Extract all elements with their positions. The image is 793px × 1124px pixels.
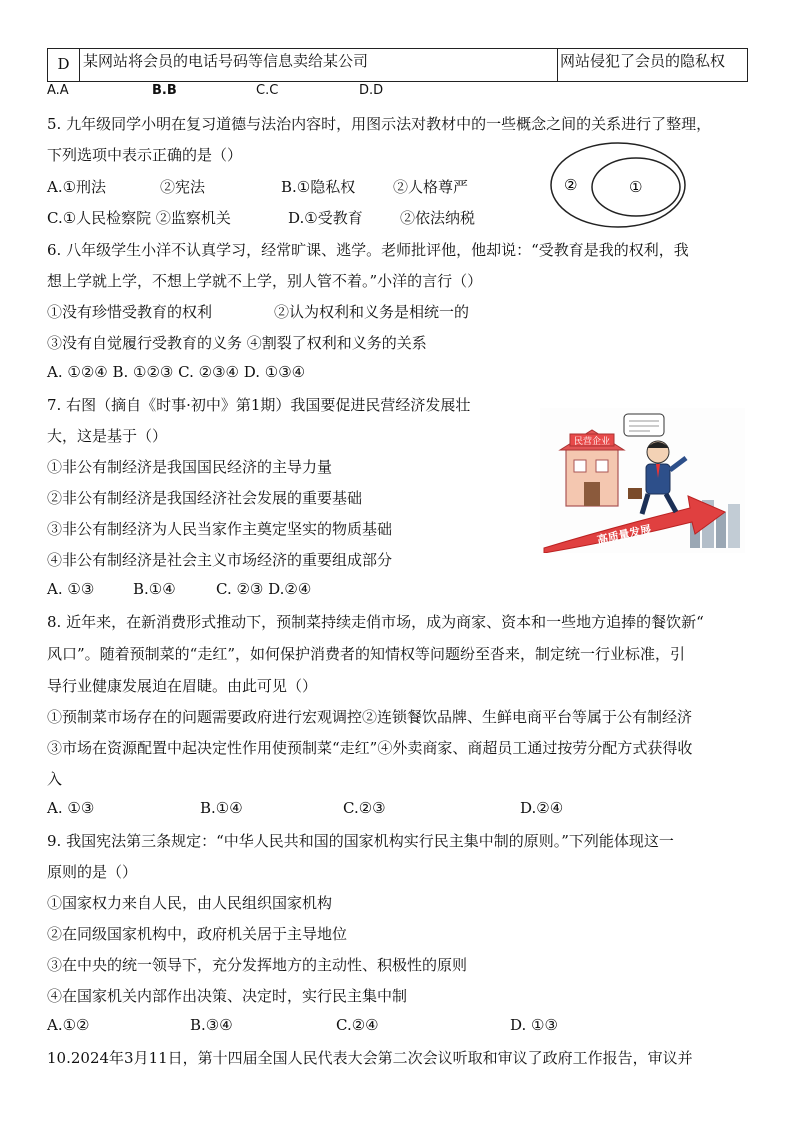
q7-statement-2: ②非公有制经济是我国经济社会发展的重要基础 <box>47 489 363 507</box>
q7-statement-1: ①非公有制经济是我国国民经济的主导力量 <box>47 458 333 476</box>
q8-statement-12: ①预制菜市场存在的问题需要政府进行宏观调控②连锁餐饮品牌、生鲜电商平台等属于公有制经济 <box>47 708 693 726</box>
table-cell-judgement: 网站侵犯了会员的隐私权 <box>560 52 726 70</box>
q9-statement-2: ②在同级国家机构中，政府机关居于主导地位 <box>47 925 348 943</box>
q7-statement-4: ④非公有制经济是社会主义市场经济的重要组成部分 <box>47 551 393 569</box>
q6-statement-1: ①没有珍惜受教育的权利 <box>47 303 213 321</box>
q5-option-a2: ②宪法 <box>160 178 206 196</box>
shop-sign: 民营企业 <box>574 437 611 447</box>
table-cell-letter: D <box>48 49 80 81</box>
q9-statement-3: ③在中央的统一领导下，充分发挥地方的主动性、积极性的原则 <box>47 956 468 974</box>
answer-table-row <box>47 48 748 82</box>
q7-statement-3: ③非公有制经济为人民当家作主奠定坚实的物质基础 <box>47 520 393 538</box>
q8-statement-34a: ③市场在资源配置中起决定性作用使预制菜“走红”④外卖商家、商超员工通过按劳分配方式获得收 <box>47 739 693 757</box>
q9-statement-4: ④在国家机关内部作出决策、决定时，实行民主集中制 <box>47 987 408 1005</box>
q5-option-b: B.①隐私权 <box>281 178 356 196</box>
private-economy-cartoon <box>540 408 745 553</box>
q9-option-b: B.③④ <box>190 1016 233 1034</box>
q7-option-a: A. ①③ <box>47 580 95 598</box>
q9-option-d: D. ①③ <box>510 1016 558 1034</box>
q5-stem-line2: 下列选项中表示正确的是（） <box>47 146 243 164</box>
q9-statement-1: ①国家权力来自人民，由人民组织国家机构 <box>47 894 333 912</box>
q10-stem-line1: 10.2024年3月11日，第十四届全国人民代表大会第二次会议听取和审议了政府工作报告，审议并 <box>47 1049 693 1067</box>
concept-venn-diagram <box>548 140 688 230</box>
speech-bubble <box>624 414 664 436</box>
q6-options: A. ①②④ B. ①②③ C. ②③④ D. ①③④ <box>47 363 306 381</box>
q9-stem-line1: 9. 我国宪法第三条规定：“中华人民共和国的国家机构实行民主集中制的原则。”下列能体现这一 <box>47 832 674 850</box>
q5-option-d2: ②依法纳税 <box>400 209 476 227</box>
q6-stem-line2: 想上学就上学，不想上学就不上学，别人管不着。”小洋的言行（） <box>47 272 483 290</box>
q5-option-c: C.①人民检察院 ②监察机关 <box>47 209 231 227</box>
q5-stem-line1: 5. 九年级同学小明在复习道德与法治内容时，用图示法对教材中的一些概念之间的关系进行了整理， <box>47 115 712 133</box>
q8-stem-line2: 风口”。随着预制菜的“走红”，如何保护消费者的知情权等问题纷至沓来，制定统一行业标准，引 <box>47 645 686 663</box>
q7-option-b: B.①④ <box>133 580 176 598</box>
q8-option-d: D.②④ <box>520 799 564 817</box>
option-c: C.C <box>256 83 279 98</box>
option-a: A.A <box>47 83 69 98</box>
q9-option-a: A.①② <box>47 1016 90 1034</box>
q7-stem-line2: 大，这是基于（） <box>47 427 168 445</box>
q5-option-b2: ②人格尊严 <box>393 178 469 196</box>
option-b: B.B <box>152 83 177 98</box>
q6-stem-line1: 6. 八年级学生小洋不认真学习，经常旷课、逃学。老师批评他，他却说：“受教育是我的权利，我 <box>47 241 689 259</box>
q9-stem-line2: 原则的是（） <box>47 863 138 881</box>
q7-option-cd: C. ②③ D.②④ <box>216 580 312 598</box>
q8-option-c: C.②③ <box>343 799 386 817</box>
q6-statement-34: ③没有自觉履行受教育的义务 ④割裂了权利和义务的关系 <box>47 334 427 352</box>
q6-statement-2: ②认为权利和义务是相统一的 <box>274 303 470 321</box>
q7-stem-line1: 7. 右图（摘自《时事·初中》第1期）我国要促进民营经济发展壮 <box>47 396 471 414</box>
q5-option-d: D.①受教育 <box>288 209 363 227</box>
q8-stem-line1: 8. 近年来，在新消费形式推动下，预制菜持续走俏市场，成为商家、资本和一些地方追捧的餐饮新“ <box>47 613 704 631</box>
q9-option-c: C.②④ <box>336 1016 379 1034</box>
option-d: D.D <box>359 83 384 98</box>
outer-label: ② <box>564 176 578 194</box>
q8-statement-34b: 入 <box>47 770 63 788</box>
q8-option-b: B.①④ <box>200 799 243 817</box>
table-cell-behavior: 某网站将会员的电话号码等信息卖给某公司 <box>80 49 558 81</box>
arrow-text: 高质量发展 <box>595 522 653 547</box>
q5-option-a: A.①刑法 <box>47 178 107 196</box>
q8-option-a: A. ①③ <box>47 799 95 817</box>
q8-stem-line3: 导行业健康发展迫在眉睫。由此可见（） <box>47 677 318 695</box>
inner-label: ① <box>629 178 643 196</box>
